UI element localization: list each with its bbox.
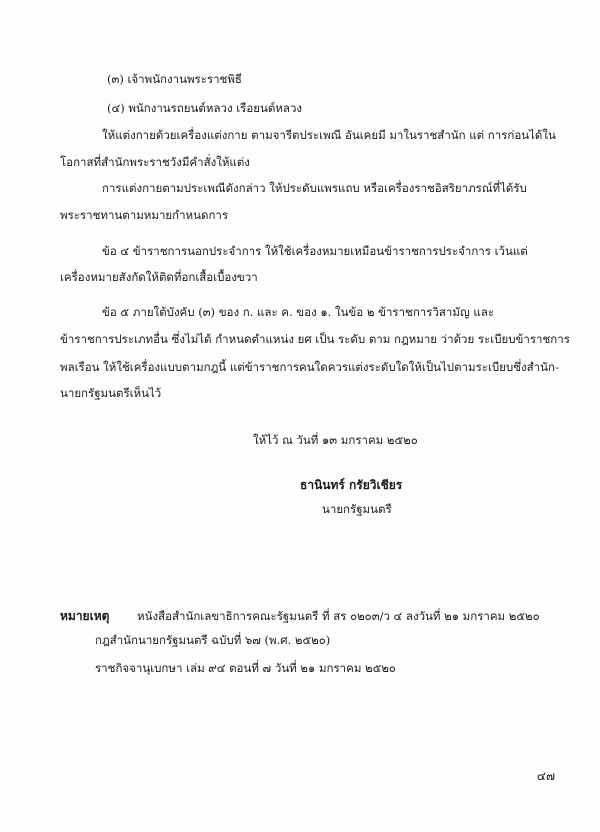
signature-title: นายกรัฐมนตรี	[322, 502, 392, 516]
paragraph-line: โอกาสที่สำนักพระราชวังมีคำสั่งให้แต่ง	[60, 155, 250, 169]
paragraph-line: การแต่งกายตามประเพณีดังกล่าว ให้ประดับแพรแถบ หรือเครื่องราชอิสริยาภรณ์ที่ได้รับ	[102, 181, 527, 195]
paragraph-line: พระราชทานตามหมายกำหนดการ	[60, 208, 229, 222]
paragraph-line: ให้แต่งกายด้วยเครื่องแต่งกาย ตามจารีตประเพณี อันเคยมี มาในราชสำนัก แต่ การก่อนได้ใน	[102, 128, 556, 142]
signature-name: ธานินทร์ กรัยวิเชียร	[300, 478, 403, 492]
note-label: หมายเหตุ	[60, 609, 110, 623]
paragraph-line: ข้าราชการประเภทอื่น ซึ่งไม่ได้ กำหนดตำแหน่ง ยศ เป็น ระดับ ตาม กฎหมาย ว่าด้วย ระเบียบข้าราชการ	[60, 332, 570, 346]
list-item: (๔) พนักงานรถยนต์หลวง เรือยนต์หลวง	[107, 101, 303, 115]
page-number: ๔๗	[536, 769, 555, 783]
note-line: หนังสือสำนักเลขาธิการคณะรัฐมนตรี ที่ สร ๐๒๐๓/ว ๔ ลงวันที่ ๒๑ มกราคม ๒๕๒๐	[137, 609, 540, 623]
paragraph-line: นายกรัฐมนตรีเห็นไว้	[60, 386, 162, 400]
paragraph-line: ข้อ ๔ ข้าราชการนอกประจำการ ให้ใช้เครื่องหมายเหมือนข้าราชการประจำการ เว้นแต่	[102, 244, 528, 258]
note-line: กฎสำนักนายกรัฐมนตรี ฉบับที่ ๖๗ (พ.ศ. ๒๕๒๐)	[95, 633, 331, 647]
given-date: ให้ไว้ ณ วันที่ ๑๓ มกราคม ๒๕๒๐	[253, 433, 418, 447]
paragraph-line: พลเรือน ให้ใช้เครื่องแบบตามกฎนี้ แต่ข้าราชการคนใดควรแต่งระดับใดให้เป็นไปตามระเบียบซึ่งสำนัก-	[60, 360, 559, 374]
note-line: ราชกิจจานุเบกษา เล่ม ๙๔ ตอนที่ ๗ วันที่ ๒๑ มกราคม ๒๕๒๐	[95, 661, 396, 675]
list-item: (๓) เจ้าพนักงานพระราชพิธี	[107, 72, 242, 86]
paragraph-line: เครื่องหมายสังกัดให้ติดที่อกเสื้อเบื้องขวา	[60, 270, 258, 284]
paragraph-line: ข้อ ๕ ภายใต้บังคับ (๓) ของ ก. และ ค. ของ ๑. ในข้อ ๒ ข้าราชการวิสามัญ และ	[102, 305, 495, 319]
